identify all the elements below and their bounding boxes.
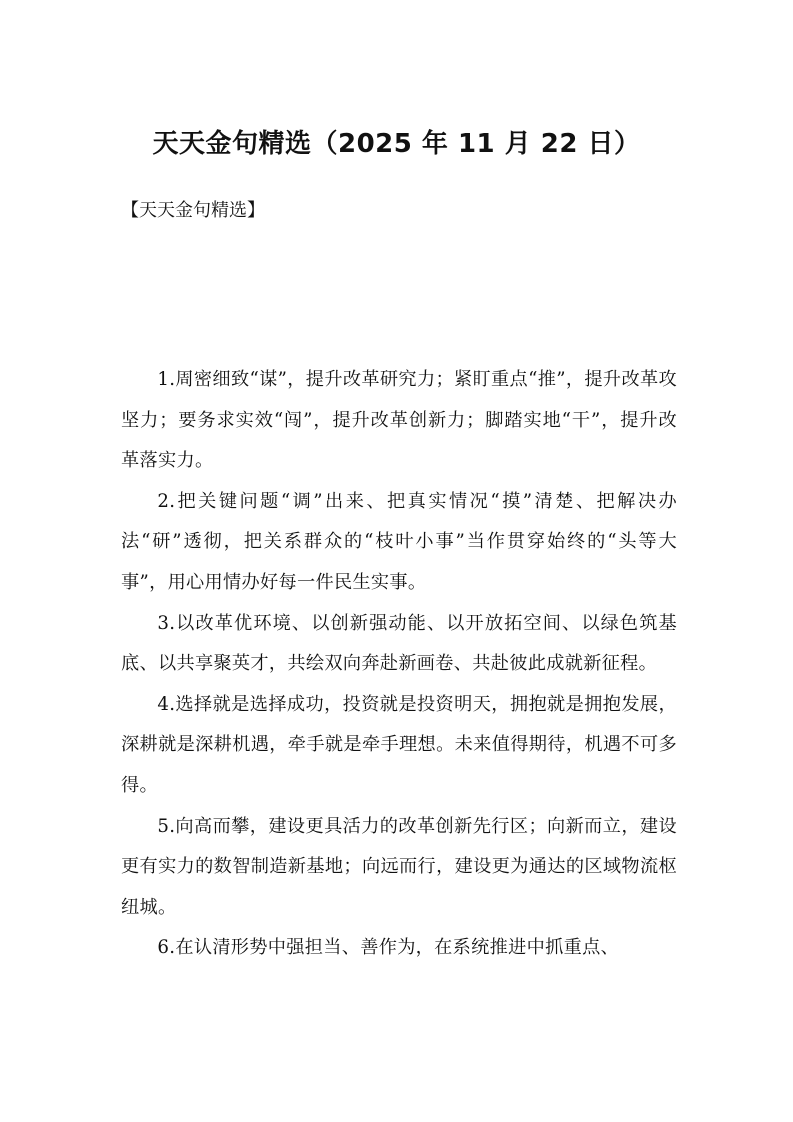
paragraph-6: 6.在认清形势中强担当、善作为，在系统推进中抓重点、 [157, 937, 620, 959]
paragraph-4: 4.选择就是选择成功，投资就是投资明天，拥抱就是拥抱发展，深耕就是深耕机遇，牵手就是牵手理想。未来值得期待，机遇不可多得。 [121, 693, 677, 796]
document-title: 天天金句精选（2025 年 11 月 22 日） [152, 129, 641, 159]
paragraph-5: 5.向高而攀，建设更具活力的改革创新先行区；向新而立，建设更有实力的数智制造新基地；向远而行，建设更为通达的区域物流枢纽城。 [121, 815, 677, 918]
paragraph-2: 2.把关键问题“调”出来、把真实情况“摸”清楚、把解决办法“研”透彻，把关系群众的“枝叶小事”当作贯穿始终的“头等大事”，用心用情办好每一件民生实事。 [121, 490, 677, 593]
paragraph-1: 1.周密细致“谋”，提升改革研究力；紧盯重点“推”，提升改革攻坚力；要务求实效“闯”，提升改革创新力；脚踏实地“干”，提升改革落实力。 [121, 369, 677, 472]
section-label: 【天天金句精选】 [121, 200, 265, 221]
paragraph-3: 3.以改革优环境、以创新强动能、以开放拓空间、以绿色筑基底、以共享聚英才，共绘双向奔赴新画卷、共赴彼此成就新征程。 [121, 612, 677, 675]
document-body [121, 360, 677, 969]
